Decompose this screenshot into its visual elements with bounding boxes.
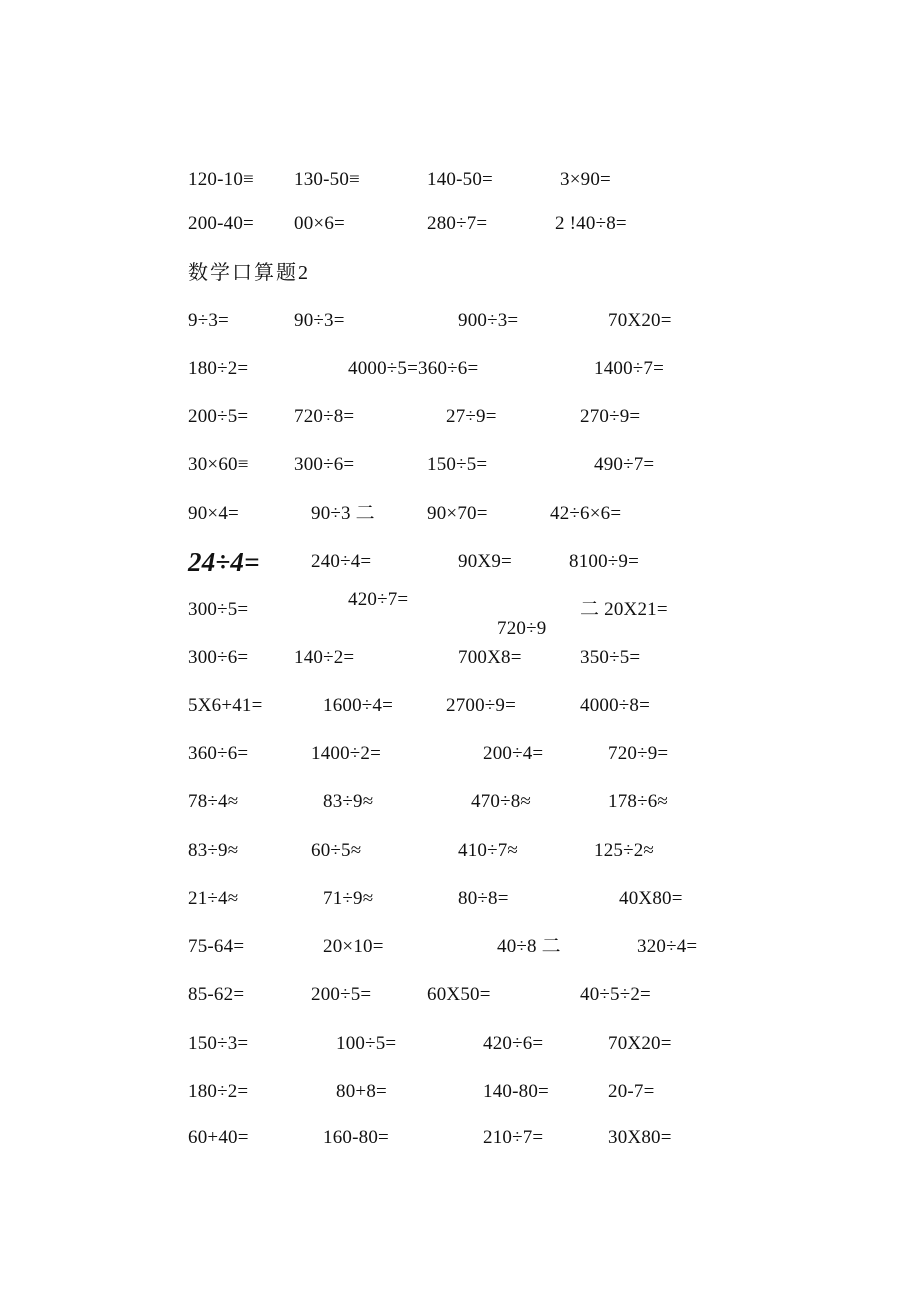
section-heading: 数学口算题2 <box>188 262 310 284</box>
problem: 5X6+41= <box>188 695 263 716</box>
problem: 420÷7= <box>348 589 409 610</box>
problem: 210÷7= <box>483 1127 544 1148</box>
problem-clipped: 720÷9 <box>497 618 547 635</box>
problem: 1400÷2= <box>311 743 382 764</box>
problem: 2 !40÷8= <box>555 213 627 234</box>
problem: 90×4= <box>188 503 239 524</box>
problem: 70X20= <box>608 1033 672 1054</box>
problem: 83÷9≈ <box>188 840 239 861</box>
problem: 00×6= <box>294 213 345 234</box>
problem: 180÷2= <box>188 1081 249 1102</box>
problem: 2700÷9= <box>446 695 517 716</box>
problem: 140÷2= <box>294 647 355 668</box>
problem: 178÷6≈ <box>608 791 669 812</box>
problem: 300÷5= <box>188 599 249 620</box>
problem: 40÷8 二 <box>497 936 561 957</box>
problem: 140-80= <box>483 1081 549 1102</box>
problem: 3×90= <box>560 169 611 190</box>
problem: 240÷4= <box>311 551 372 572</box>
problem: 360÷6= <box>188 743 249 764</box>
problem: 1600÷4= <box>323 695 394 716</box>
problem: 83÷9≈ <box>323 791 374 812</box>
problem: 80÷8= <box>458 888 509 909</box>
problem: 1400÷7= <box>594 358 665 379</box>
problem: 42÷6×6= <box>550 503 622 524</box>
problem: 350÷5= <box>580 647 641 668</box>
problem: 140-50= <box>427 169 493 190</box>
problem: 180÷2= <box>188 358 249 379</box>
problem: 9÷3= <box>188 310 229 331</box>
problem: 420÷6= <box>483 1033 544 1054</box>
problem: 30×60≡ <box>188 454 249 475</box>
problem: 160-80= <box>323 1127 389 1148</box>
problem: 85-62= <box>188 984 245 1005</box>
problem: 60+40= <box>188 1127 249 1148</box>
problem: 4000÷8= <box>580 695 651 716</box>
problem: 40X80= <box>619 888 683 909</box>
problem: 8100÷9= <box>569 551 640 572</box>
problem: 100÷5= <box>336 1033 397 1054</box>
problem: 700X8= <box>458 647 522 668</box>
problem: 21÷4≈ <box>188 888 239 909</box>
problem: 20×10= <box>323 936 384 957</box>
problem: 200÷5= <box>311 984 372 1005</box>
problem: 60÷5≈ <box>311 840 362 861</box>
problem: 40÷5÷2= <box>580 984 651 1005</box>
problem-large: 24÷4= <box>188 547 260 577</box>
problem: 4000÷5=360÷6= <box>348 358 479 379</box>
problem: 90X9= <box>458 551 512 572</box>
problem: 320÷4= <box>637 936 698 957</box>
problem: 70X20= <box>608 310 672 331</box>
problem: 200÷5= <box>188 406 249 427</box>
problem: 20-7= <box>608 1081 655 1102</box>
problem: 470÷8≈ <box>471 791 532 812</box>
problem: 78÷4≈ <box>188 791 239 812</box>
problem: 30X80= <box>608 1127 672 1148</box>
problem: 75-64= <box>188 936 245 957</box>
problem: 125÷2≈ <box>594 840 655 861</box>
problem: 410÷7≈ <box>458 840 519 861</box>
problem: 90÷3 二 <box>311 503 375 524</box>
problem: 300÷6= <box>188 647 249 668</box>
problem: 90×70= <box>427 503 488 524</box>
problem: 720÷9= <box>608 743 669 764</box>
problem: 150÷5= <box>427 454 488 475</box>
problem: 200÷4= <box>483 743 544 764</box>
problem: 27÷9= <box>446 406 497 427</box>
problem: 71÷9≈ <box>323 888 374 909</box>
problem: 90÷3= <box>294 310 345 331</box>
problem: 60X50= <box>427 984 491 1005</box>
problem: 80+8= <box>336 1081 387 1102</box>
problem: 150÷3= <box>188 1033 249 1054</box>
problem: 280÷7= <box>427 213 488 234</box>
problem: 270÷9= <box>580 406 641 427</box>
problem: 720÷8= <box>294 406 355 427</box>
problem: 130-50≡ <box>294 169 360 190</box>
problem: 490÷7= <box>594 454 655 475</box>
problem: 300÷6= <box>294 454 355 475</box>
problem: 900÷3= <box>458 310 519 331</box>
problem: 120-10≡ <box>188 169 254 190</box>
problem: 二 20X21= <box>580 599 668 620</box>
problem: 200-40= <box>188 213 254 234</box>
